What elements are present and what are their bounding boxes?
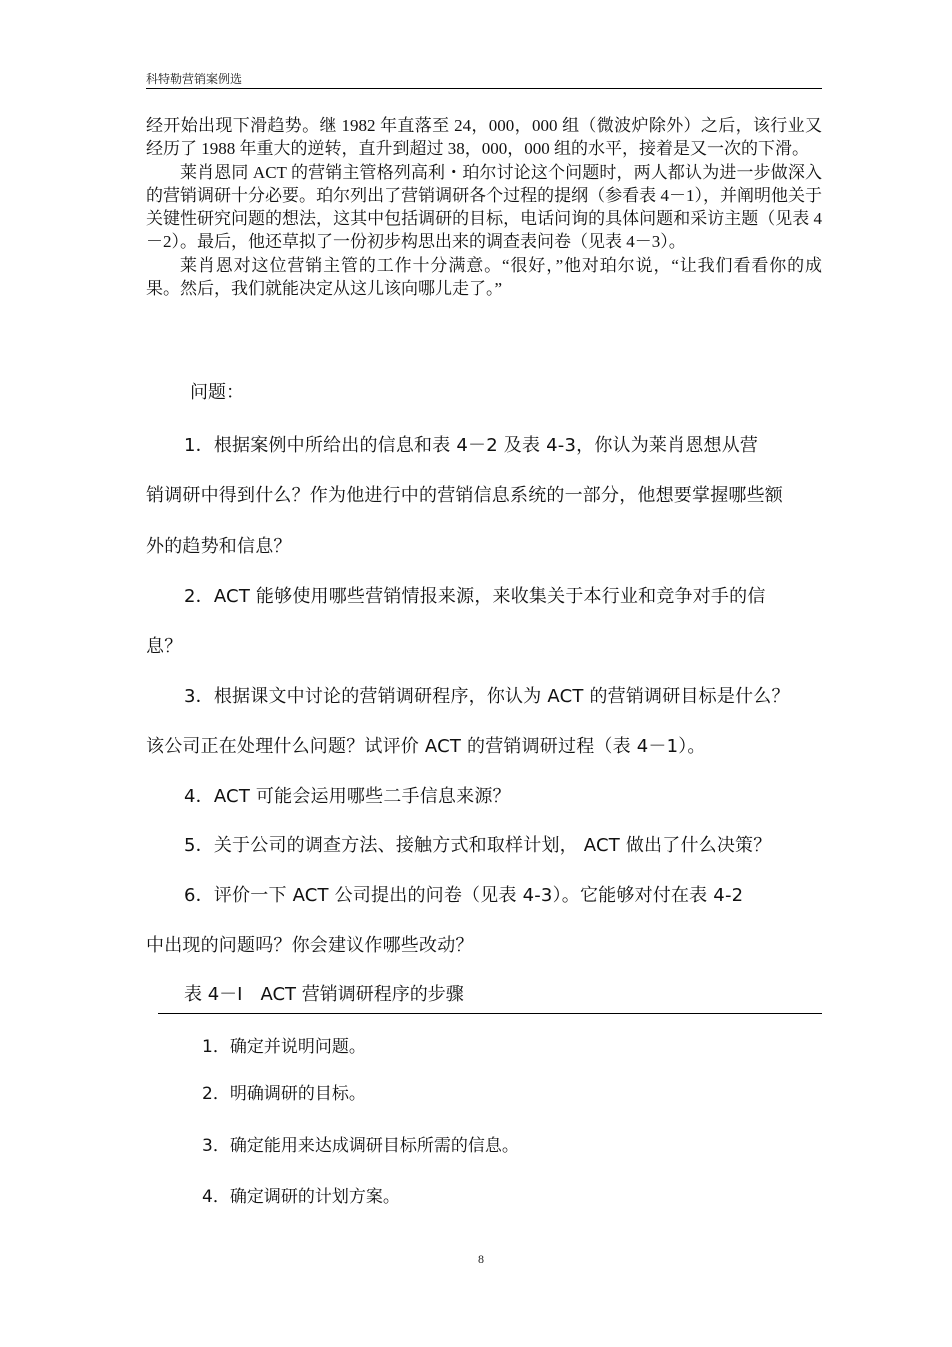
case-text xyxy=(146,114,822,300)
paragraph: 莱肖恩对这位营销主管的工作十分满意。“很好，”他对珀尔说，“让我们看看你的成果。然后，我们就能决定从这儿该向哪儿走了。” xyxy=(146,255,822,299)
question-line: 2．ACT 能够使用哪些营销情报来源，来收集关于本行业和竞争对手的信 xyxy=(184,586,766,607)
table-caption: 表 4－I ACT 营销调研程序的步骤 xyxy=(184,984,464,1005)
table-step: 4．确定调研的计划方案。 xyxy=(202,1187,400,1207)
question-line: 5．关于公司的调查方法、接触方式和取样计划， ACT 做出了什么决策？ xyxy=(184,835,772,856)
question-line: 1．根据案例中所给出的信息和表 4－2 及表 4-3，你认为莱肖恩想从营 xyxy=(184,435,759,456)
table-step: 1．确定并说明问题。 xyxy=(202,1037,366,1057)
header-divider xyxy=(146,88,822,89)
question-line: 6．评价一下 ACT 公司提出的问卷（见表 4-3）。它能够对付在表 4-2 xyxy=(184,885,744,906)
paragraph: 莱肖恩同 ACT 的营销主管格列高利・珀尔讨论这个问题时，两人都认为进一步做深入的营销调研十分必要。珀尔列出了营销调研各个过程的提纲（参看表 4－1），并阐明他关于关键性研究问题的想法，这其中包括调研的目标，电话问询的具体问题和采访主题（见表 4－2）。最后，他还草拟了一份初步构思出来的调查表问卷（见表 4－3）。 xyxy=(146,162,822,252)
table-step: 3．确定能用来达成调研目标所需的信息。 xyxy=(202,1136,519,1156)
question-line: 中出现的问题吗？你会建议作哪些改动？ xyxy=(146,935,474,956)
table-step: 2．明确调研的目标。 xyxy=(202,1084,366,1104)
question-line: 3．根据课文中讨论的营销调研程序，你认为 ACT 的营销调研目标是什么？ xyxy=(184,686,790,707)
paragraph: 经开始出现下滑趋势。继 1982 年直落至 24，000，000 组（微波炉除外）之后，该行业又经历了 1988 年重大的逆转，直升到超过 38，000，000 组的水平，接着是又一次的下滑。 xyxy=(146,116,822,159)
question-line: 该公司正在处理什么问题？试评价 ACT 的营销调研过程（表 4－1）。 xyxy=(146,736,706,757)
question-line: 销调研中得到什么？作为他进行中的营销信息系统的一部分，他想要掌握哪些额 xyxy=(146,485,783,506)
running-header: 科特勒营销案例选 xyxy=(146,72,243,86)
page-number: 8 xyxy=(478,1252,484,1266)
table-top-rule xyxy=(158,1013,822,1014)
question-line: 4．ACT 可能会运用哪些二手信息来源？ xyxy=(184,786,511,807)
questions-heading: 问题： xyxy=(190,382,244,403)
question-line: 外的趋势和信息？ xyxy=(146,536,292,557)
question-line: 息？ xyxy=(146,636,183,657)
